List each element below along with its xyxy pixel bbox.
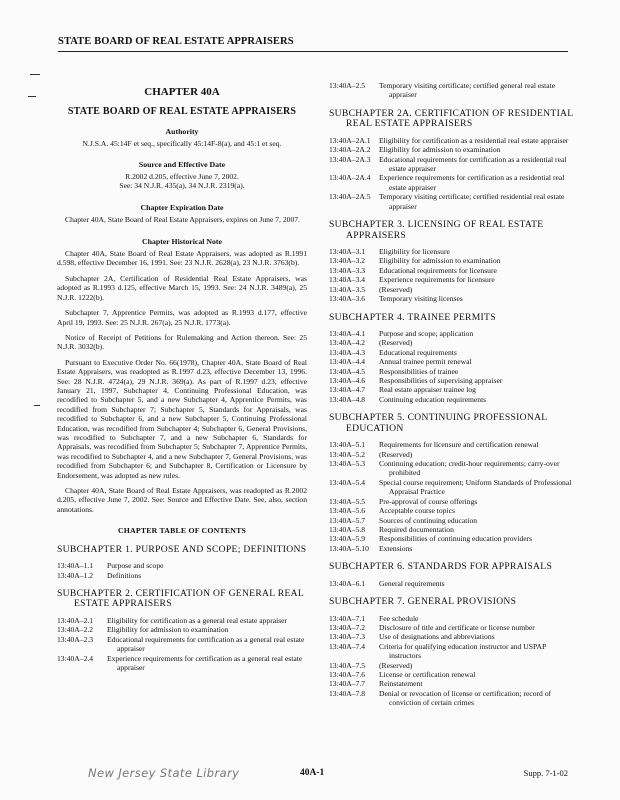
section-title: Use of designations and abbreviations [379, 632, 495, 642]
toc-list [329, 329, 576, 404]
section-number: 13:40A–4.2 [329, 338, 366, 348]
section-title: Temporary visiting licenses [379, 294, 463, 304]
section-title: Continuing education requirements [379, 394, 487, 404]
toc-list [57, 561, 307, 580]
toc-entry[interactable] [329, 285, 576, 294]
toc-list [329, 614, 576, 708]
section-title: Responsibilities of trainee [379, 366, 459, 376]
toc-entry[interactable] [329, 506, 576, 515]
toc-entry[interactable] [329, 385, 576, 394]
section-title: General requirements [379, 578, 445, 588]
section-title: Eligibility for admission to examination [379, 256, 501, 266]
running-head: STATE BOARD OF REAL ESTATE APPRAISERS [58, 36, 568, 52]
supplement-date: Supp. 7-1-02 [523, 768, 568, 778]
toc-entry[interactable] [329, 642, 576, 661]
toc-entry[interactable] [329, 579, 576, 588]
history-paragraph: Subchapter 2A, Certification of Residential Real Estate Appraisers, was adopted as R.1993 d.125, effective March 15, 1993. See: 24 N.J.R. 3489(a), 25 N.J.R. 1222(b). [57, 273, 307, 302]
toc-entry[interactable] [329, 256, 576, 265]
margin-mark [28, 96, 36, 97]
history-paragraph: Chapter 40A, State Board of Real Estate Appraisers, was adopted as R.1991 d.598, effective December 16, 1991. See: 23 N.J.R. 2628(a), 23 N.J.R. 3763(b). [57, 249, 307, 268]
source-text-1: R.2002 d.205, effective June 7, 2002. [125, 172, 239, 182]
section-number: 13:40A–4.3 [329, 347, 366, 357]
toc-entry[interactable] [329, 440, 576, 449]
toc-entry[interactable] [329, 173, 576, 192]
source-heading: Source and Effective Date [138, 159, 226, 169]
subchapter-heading: SUBCHAPTER 2A. CERTIFICATION OF RESIDENTIAL REAL ESTATE APPRAISERS [329, 107, 574, 130]
expiration-text: Chapter 40A, State Board of Real Estate Appraisers, expires on June 7, 2007. [65, 215, 300, 225]
margin-mark [34, 405, 40, 406]
subchapter-heading: SUBCHAPTER 5. CONTINUING PROFESSIONAL EDUCATION [329, 412, 548, 434]
history-heading: Chapter Historical Note [142, 236, 222, 246]
section-title: Purpose and scope; application [379, 329, 474, 338]
section-number: 13:40A–1.2 [57, 570, 94, 580]
authority-text: N.J.S.A. 45:14F et seq., specifically 45:14F-8(a), and 45:1 et seq. [82, 139, 282, 149]
section-number: 13:40A–7.8 [329, 688, 366, 698]
section-number: 13:40A–4.7 [329, 385, 366, 395]
toc-list [329, 579, 576, 588]
section-title: Criteria for qualifying education instructor and USPAP instructors [379, 641, 546, 661]
section-number: 13:40A–2A.4 [329, 173, 371, 183]
expiration-heading: Chapter Expiration Date [140, 202, 224, 212]
toc-entry[interactable] [329, 679, 576, 688]
section-number: 13:40A–2A.2 [329, 145, 371, 155]
toc-entry[interactable] [329, 632, 576, 641]
section-number: 13:40A–3.5 [329, 284, 366, 294]
section-title: Reinstatement [379, 679, 423, 689]
section-number: 13:40A–6.1 [329, 578, 366, 588]
section-title: Experience requirements for certification as a general real estate appraiser [107, 653, 303, 672]
section-title: Continuing education; credit-hour requirements; carry-over prohibited [379, 459, 560, 478]
toc-entry[interactable] [329, 614, 576, 623]
section-title: License or certification renewal [379, 669, 476, 679]
section-number: 13:40A–4.8 [329, 394, 366, 404]
toc-entry[interactable] [329, 544, 576, 553]
toc-entry[interactable] [329, 525, 576, 534]
toc-entry[interactable] [329, 367, 576, 376]
section-title: Fee schedule [379, 613, 419, 623]
toc-entry[interactable] [329, 136, 576, 145]
section-number: 13:40A–7.6 [329, 669, 366, 679]
section-number: 13:40A–5.7 [329, 515, 366, 525]
section-number: 13:40A–4.5 [329, 366, 366, 376]
section-number: 13:40A–5.2 [329, 449, 366, 459]
toc-entry[interactable] [329, 155, 576, 174]
toc-entry[interactable] [329, 357, 576, 366]
section-title: Educational requirements [379, 347, 457, 357]
section-title: Responsibilities of continuing education providers [379, 534, 533, 544]
section-title: Sources of continuing education [379, 515, 478, 525]
subchapter-heading: SUBCHAPTER 2. CERTIFICATION OF GENERAL REAL ESTATE APPRAISERS [57, 587, 304, 610]
section-number: 13:40A–5.5 [329, 496, 366, 506]
toc-entry[interactable] [329, 329, 576, 338]
toc-entry[interactable] [329, 534, 576, 543]
section-title: Required documentation [379, 524, 454, 534]
section-number: 13:40A–4.6 [329, 376, 366, 386]
section-title: Special course requirement; Uniform Standards of Professional Appraisal Practice [379, 477, 572, 497]
section-title: (Reserved) [379, 338, 413, 348]
toc-list [329, 247, 576, 303]
section-title: Educational requirements for certification as a general real estate appraiser [107, 634, 305, 654]
section-number: 13:40A–5.9 [329, 534, 366, 544]
section-title: Temporary visiting certificate; certified general real estate appraiser [379, 81, 556, 100]
subchapter-heading: SUBCHAPTER 6. STANDARDS FOR APPRAISALS [329, 561, 553, 573]
section-number: 13:40A–2.3 [57, 634, 94, 644]
section-number: 13:40A–5.3 [329, 459, 366, 469]
section-title: Real estate appraiser trainee log [379, 385, 476, 395]
section-title: Experience requirements for licensure [379, 275, 495, 285]
section-title: Denial or revocation of license or certification; record of conviction of certain crimes [379, 688, 552, 708]
toc-list [329, 440, 576, 553]
toc-entry[interactable] [329, 247, 576, 256]
section-title: Experience requirements for certification as a residential real estate appraiser [379, 173, 565, 192]
section-number: 13:40A–3.1 [329, 247, 366, 257]
toc-entry[interactable] [329, 689, 576, 708]
section-title: (Reserved) [379, 449, 413, 459]
section-title: Temporary visiting certificate; certified residential real estate appraiser [379, 192, 565, 211]
section-number: 13:40A–7.7 [329, 679, 366, 689]
section-number: 13:40A–7.4 [329, 641, 366, 651]
section-number: 13:40A–2A.5 [329, 192, 371, 202]
section-number: 13:40A–5.4 [329, 477, 366, 487]
section-number: 13:40A–5.10 [329, 543, 369, 553]
toc-entry[interactable] [57, 616, 307, 625]
toc-entry[interactable] [329, 497, 576, 506]
section-title: (Reserved) [379, 660, 413, 670]
section-number: 13:40A–4.4 [329, 357, 366, 367]
toc-entry[interactable] [329, 192, 576, 211]
section-number: 13:40A–2.2 [57, 625, 94, 635]
section-title: Eligibility for admission to examination [379, 145, 501, 155]
section-title: (Reserved) [379, 284, 413, 294]
toc-title: CHAPTER TABLE OF CONTENTS [117, 526, 247, 536]
section-number: 13:40A–2.5 [329, 81, 366, 90]
toc-list [57, 616, 307, 672]
margin-mark [30, 74, 40, 75]
section-number: 13:40A–2.4 [57, 653, 94, 663]
toc-entry[interactable] [57, 635, 307, 654]
section-number: 13:40A–5.8 [329, 524, 366, 534]
history-paragraph: Chapter 40A, State Board of Real Estate Appraisers, was readopted as R.2002 d.205, effective June 7, 2002. See: Source and Effective Date. See, also, section annotations. [57, 486, 307, 514]
library-stamp: New Jersey State Library [88, 766, 240, 780]
section-title: Eligibility for licensure [379, 247, 450, 257]
section-number: 13:40A–3.3 [329, 265, 366, 275]
section-number: 13:40A–2A.3 [329, 154, 371, 164]
toc-entry[interactable] [329, 145, 576, 154]
section-title: Eligibility for certification as a residential real estate appraiser [379, 135, 569, 145]
toc-entry[interactable] [329, 478, 576, 497]
section-title: Extensions [379, 543, 413, 553]
section-title: Acceptable course topics [379, 506, 455, 516]
toc-entry[interactable] [329, 376, 576, 385]
section-title: Pre-approval of course offerings [379, 496, 478, 506]
section-number: 13:40A–7.5 [329, 660, 366, 670]
toc-entry[interactable] [329, 275, 576, 284]
section-title: Purpose and scope [107, 561, 164, 571]
section-number: 13:40A–2A.1 [329, 135, 371, 145]
toc-entry[interactable] [329, 450, 576, 459]
toc-entry[interactable] [57, 654, 307, 673]
toc-entry[interactable] [57, 625, 307, 634]
toc-entry[interactable] [57, 571, 307, 580]
section-title: Educational requirements for certification as a residential real estate appraiser [379, 154, 567, 174]
section-number: 13:40A–3.4 [329, 275, 366, 285]
section-title: Annual trainee permit renewal [379, 357, 472, 367]
section-number: 13:40A–1.1 [57, 561, 94, 571]
history-paragraph: Pursuant to Executive Order No. 66(1978), Chapter 40A, State Board of Real Estate Appraisers, was readopted as R.1997 d.23, effective December 13, 1996. See: 28 N.J.R. 4724(a), 29 N.J.R. 369(a). As part of R.1997 d.23, effective January 21, 1997, Subchapter 4, Continuing Professional Education, was recodified to Subchapter 5, and a new Subchapter 4, Apprentice Permits, was recodified from Subchapter 7; Subchapter 5, Standards for Appraisals, was recodified to Subchapter 6, and a new Subchapter 5, Continuing Professional Education, was recodified from Subchapter 4; Subchapter 6, General Provisions, was recodified to Subchapter 7, and a new Subchapter 6, Standards for Appraisals, was recodified from Subchapter 5; Subchapter 7, Apprentice Permits, was recodified to Subchapter 4, and a new Subchapter 7, General Provisions, was recodified from Subchapter 6; and Subchapter 8, Certification or Licensure by Endorsement, was adopted as new rules. [57, 357, 307, 480]
subchapter-heading: SUBCHAPTER 7. GENERAL PROVISIONS [329, 596, 517, 608]
subchapter-heading: SUBCHAPTER 4. TRAINEE PERMITS [329, 311, 496, 323]
section-number: 13:40A–7.1 [329, 613, 366, 623]
toc-entry[interactable] [329, 670, 576, 679]
toc-entry[interactable] [329, 348, 576, 357]
section-number: 13:40A–5.6 [329, 506, 366, 516]
section-number: 13:40A–2.1 [57, 615, 94, 625]
subchapter-heading: SUBCHAPTER 1. PURPOSE AND SCOPE; DEFINITIONS [57, 543, 307, 555]
authority-heading: Authority [165, 126, 199, 136]
toc-entry[interactable] [329, 623, 576, 632]
chapter-title: CHAPTER 40A [144, 86, 220, 98]
toc-entry[interactable] [329, 661, 576, 670]
toc-list [329, 136, 576, 211]
toc-entry[interactable] [329, 266, 576, 275]
page-folio: 40A-1 [300, 768, 325, 778]
section-number: 13:40A–7.3 [329, 632, 366, 642]
toc-entry[interactable] [329, 395, 576, 404]
toc-entry[interactable] [57, 561, 307, 570]
left-column [57, 84, 307, 676]
toc-list [329, 81, 576, 100]
board-title: STATE BOARD OF REAL ESTATE APPRAISERS [67, 106, 297, 118]
section-title: Disclosure of title and certificate or license number [379, 622, 535, 632]
section-title: Requirements for licensure and certification renewal [379, 440, 539, 450]
toc-entry[interactable] [329, 338, 576, 347]
section-title: Responsibilities of supervising appraiser [379, 376, 503, 386]
section-number: 13:40A–3.2 [329, 256, 366, 266]
source-text-2: See: 34 N.J.R. 435(a), 34 N.J.R. 2319(a). [119, 181, 245, 191]
section-number: 13:40A–7.2 [329, 622, 366, 632]
history-paragraph: Subchapter 7, Apprentice Permits, was adopted as R.1993 d.177, effective April 19, 1993. See: 25 N.J.R. 267(a), 25 N.J.R. 1773(a). [57, 308, 307, 327]
right-column [329, 81, 576, 712]
section-title: Eligibility for admission to examination [107, 625, 229, 635]
section-title: Eligibility for certification as a general real estate appraiser [107, 615, 288, 625]
page-footer [58, 766, 568, 784]
section-number: 13:40A–3.6 [329, 294, 366, 304]
toc-entry[interactable] [329, 516, 576, 525]
toc-entry[interactable] [329, 294, 576, 303]
subchapter-heading: SUBCHAPTER 3. LICENSING OF REAL ESTATE APPRAISERS [329, 219, 544, 241]
history-paragraph: Notice of Receipt of Petitions for Rulemaking and Action thereon. See: 25 N.J.R. 3032(b). [57, 332, 307, 352]
section-title: Educational requirements for licensure [379, 265, 497, 275]
toc-entry[interactable] [329, 81, 576, 100]
section-number: 13:40A–4.1 [329, 329, 366, 338]
section-title: Definitions [107, 570, 142, 580]
toc-entry[interactable] [329, 459, 576, 478]
section-number: 13:40A–5.1 [329, 440, 366, 450]
